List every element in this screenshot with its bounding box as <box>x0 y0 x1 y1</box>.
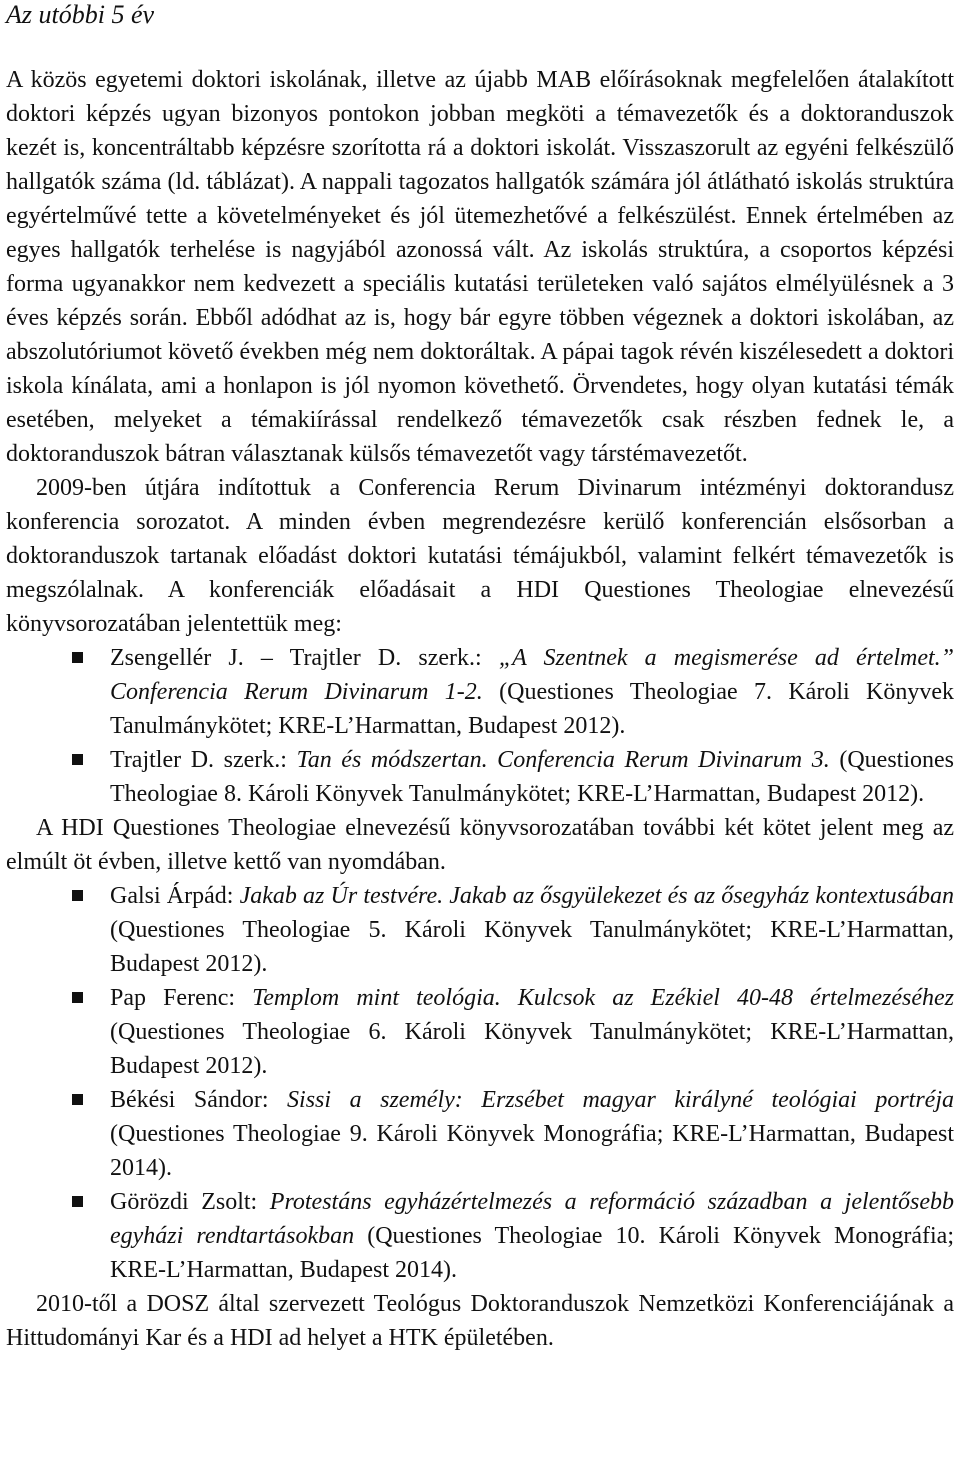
item-publication: (Questiones Theologiae 9. Károli Könyvek Monográfia; KRE-L’Harmattan, Budapest 2014). <box>110 1121 954 1181</box>
book-series-list <box>6 879 954 1287</box>
paragraph-book-series: A HDI Questiones Theologiae elnevezésű könyvsorozatában további két kötet jelent meg az elmúlt öt évben, illetve kettő van nyomdában. <box>6 815 954 875</box>
list-item <box>6 1185 954 1287</box>
list-item <box>6 1083 954 1185</box>
item-author: Trajtler D. szerk.: <box>110 747 297 773</box>
square-bullet-icon <box>72 1196 83 1207</box>
item-publication: (Questiones Theologiae 10. Károli Könyvek Monográfia; KRE-L’Harmattan, Budapest 2014). <box>110 1223 954 1283</box>
paragraph-dosz-conference: 2010-től a DOSZ által szervezett Teológus Doktoranduszok Nemzetközi Konferenciájának a Hittudományi Kar és a HDI ad helyet a HTK épületében. <box>6 1291 954 1351</box>
square-bullet-icon <box>72 1094 83 1105</box>
list-item <box>6 879 954 981</box>
item-author: Zsengellér J. – Trajtler D. szerk.: <box>110 645 499 671</box>
square-bullet-icon <box>72 652 83 663</box>
item-author: Görözdi Zsolt: <box>110 1189 270 1215</box>
square-bullet-icon <box>72 992 83 1003</box>
list-item <box>6 981 954 1083</box>
item-author: Békési Sándor: <box>110 1087 288 1113</box>
item-title: „A Szentnek a megismerése ad értelmet.” Conferencia Rerum Divinarum 1-2. <box>110 645 955 705</box>
item-publication: (Questiones Theologiae 6. Károli Könyvek Tanulmánykötet; KRE-L’Harmattan, Budapest 2012). <box>110 1019 954 1079</box>
item-title: Tan és módszertan. Conferencia Rerum Divinarum 3. <box>296 747 830 773</box>
item-publication: (Questiones Theologiae 7. Károli Könyvek Tanulmánykötet; KRE-L’Harmattan, Budapest 2012). <box>110 679 954 739</box>
item-publication: (Questiones Theologiae 8. Károli Könyvek Tanulmánykötet; KRE-L’Harmattan, Budapest 2012). <box>110 747 954 807</box>
item-author: Pap Ferenc: <box>110 985 253 1011</box>
paragraph-conference: 2009-ben útjára indítottuk a Conferencia Rerum Divinarum intézményi doktorandusz konferencia sorozatot. A minden évben megrendezésre kerülő konferencián elsősorban a doktoranduszok tartanak előadást doktori kutatási témájukból, valamint felkért témavezetők is megszólalnak. A konferenciák előadásait a HDI Questiones Theologiae elnevezésű könyvsorozatában jelentettük meg: <box>6 475 954 637</box>
list-item <box>6 641 954 743</box>
square-bullet-icon <box>72 890 83 901</box>
item-publication: (Questiones Theologiae 5. Károli Könyvek Tanulmánykötet; KRE-L’Harmattan, Budapest 2012). <box>110 917 954 977</box>
square-bullet-icon <box>72 754 83 765</box>
conference-volume-list <box>6 641 954 811</box>
item-title: Protestáns egyházértelmezés a reformáció században a jelentősebb egyházi rendtartásokban <box>110 1189 954 1249</box>
item-title: Sissi a személy: Erzsébet magyar királyné teológiai portréja <box>287 1087 954 1113</box>
paragraph-doctoral-training: A közös egyetemi doktori iskolának, illetve az újabb MAB előírásoknak megfelelően átalakított doktori képzés ugyan bizonyos pontokon jobban megköti a témavezetők és a doktoranduszok kezét is, koncentráltabb képzésre szorította rá a doktori iskolát. Visszaszorult az egyéni felkészülő hallgatók száma (ld. táblázat). A nappali tagozatos hallgatók számára jól átlátható iskolás struktúra egyértelművé tette a követelményeket és jól ütemezhetővé a felkészülést. Ennek értelmében az egyes hallgatók terhelése is nagyjából azonossá vált. Az iskolás struktúra, a csoportos képzési forma ugyanakkor nem kedvezett a speciális kutatási területeken való sajátos elmélyülésnek a 3 éves képzés során. Ebből adódhat az is, hogy bár egyre többen végeznek a doktori iskolában, az abszolutóriumot követő években még nem doktoráltak. A pápai tagok révén kiszélesedett a doktori iskola kínálata, ami a honlapon is jól nyomon követhető. Örvendetes, hogy olyan kutatási témák esetében, melyeket a témakiírással rendelkező témavezetők csak részben fednek le, a doktoranduszok bátran választanak külsős témavezetőt vagy társtémavezetőt. <box>6 67 954 467</box>
list-item <box>6 743 954 811</box>
item-title: Templom mint teológia. Kulcsok az Ezékiel 40-48 értelmezéséhez <box>252 985 954 1011</box>
item-author: Galsi Árpád: <box>110 883 240 909</box>
section-heading: Az utóbbi 5 év <box>6 0 155 29</box>
item-title: Jakab az Úr testvére. Jakab az ősgyülekezet és az ősegyház kontextusában <box>239 883 955 909</box>
